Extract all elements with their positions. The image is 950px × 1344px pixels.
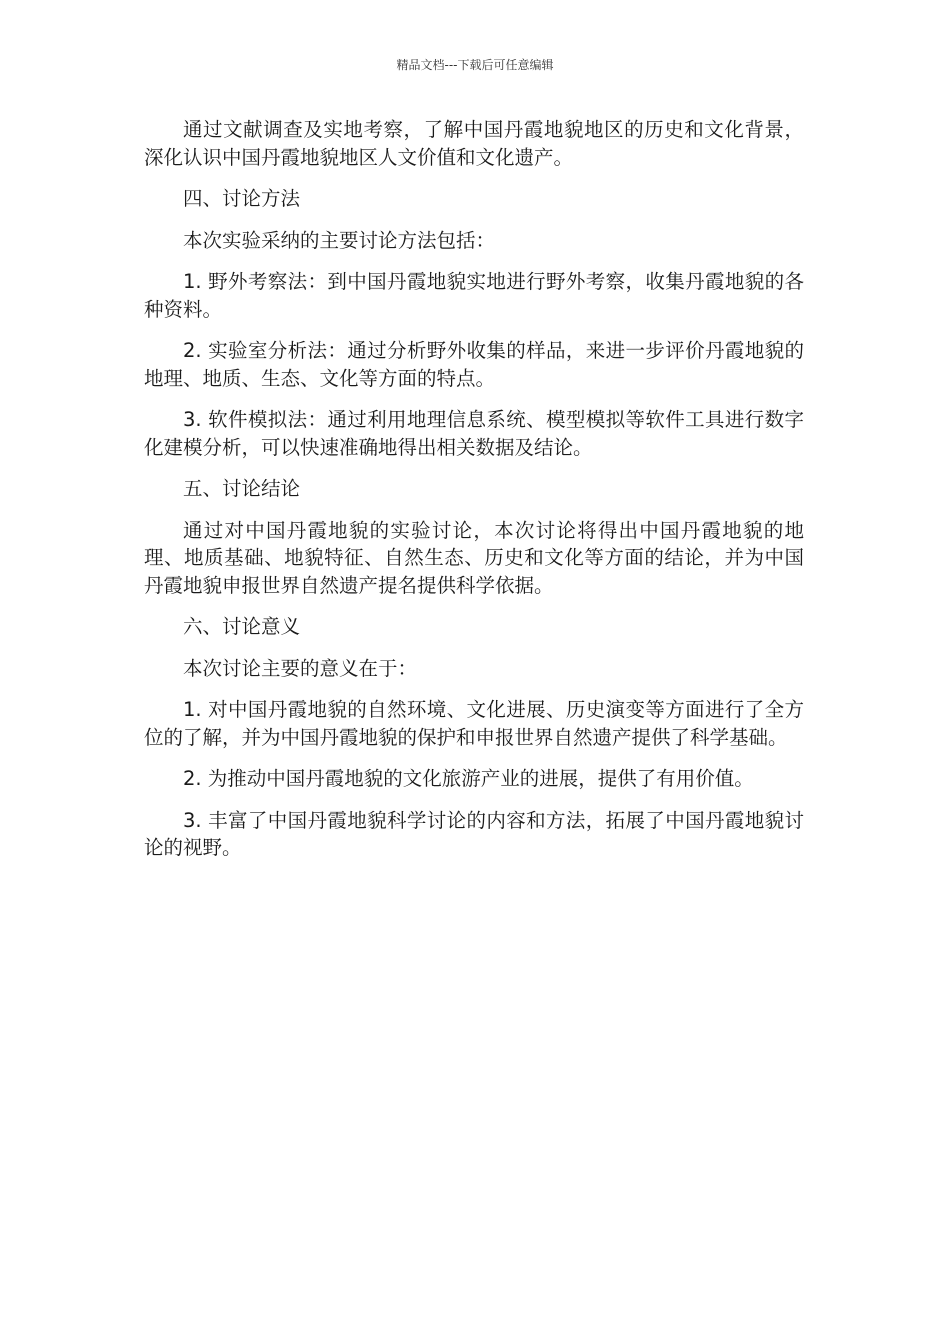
list-item-lab-analysis: 2. 实验室分析法：通过分析野外收集的样品，来进一步评价丹霞地貌的地理、地质、生态、文化等方面的特点。 bbox=[144, 339, 804, 390]
section-heading-conclusion: 五、讨论结论 bbox=[183, 477, 301, 500]
section-heading-significance: 六、讨论意义 bbox=[183, 615, 301, 638]
section-heading-methods: 四、讨论方法 bbox=[183, 187, 301, 210]
paragraph-significance-intro: 本次讨论主要的意义在于： bbox=[183, 656, 418, 680]
page-header: 精品文档---下载后可任意编辑 bbox=[396, 58, 554, 72]
list-item-software-simulation: 3. 软件模拟法：通过利用地理信息系统、模型模拟等软件工具进行数字化建模分析，可以快速准确地得出相关数据及结论。 bbox=[144, 408, 804, 459]
list-item-significance-1: 1. 对中国丹霞地貌的自然环境、文化进展、历史演变等方面进行了全方位的了解，并为中国丹霞地貌的保护和申报世界自然遗产提供了科学基础。 bbox=[144, 698, 804, 749]
list-item-field-survey: 1. 野外考察法：到中国丹霞地貌实地进行野外考察，收集丹霞地貌的各种资料。 bbox=[144, 270, 804, 321]
list-item-significance-2: 2. 为推动中国丹霞地貌的文化旅游产业的进展，提供了有用价值。 bbox=[183, 767, 754, 790]
paragraph-methods-intro: 本次实验采纳的主要讨论方法包括： bbox=[183, 228, 496, 252]
paragraph-conclusion: 通过对中国丹霞地貌的实验讨论，本次讨论将得出中国丹霞地貌的地理、地质基础、地貌特征、自然生态、历史和文化等方面的结论，并为中国丹霞地貌申报世界自然遗产提名提供科学依据。 bbox=[144, 518, 804, 597]
document-body bbox=[144, 116, 804, 862]
list-item-significance-3: 3. 丰富了中国丹霞地貌科学讨论的内容和方法，拓展了中国丹霞地貌讨论的视野。 bbox=[144, 808, 804, 859]
paragraph-background: 通过文献调查及实地考察，了解中国丹霞地貌地区的历史和文化背景，深化认识中国丹霞地貌地区人文价值和文化遗产。 bbox=[144, 118, 804, 169]
